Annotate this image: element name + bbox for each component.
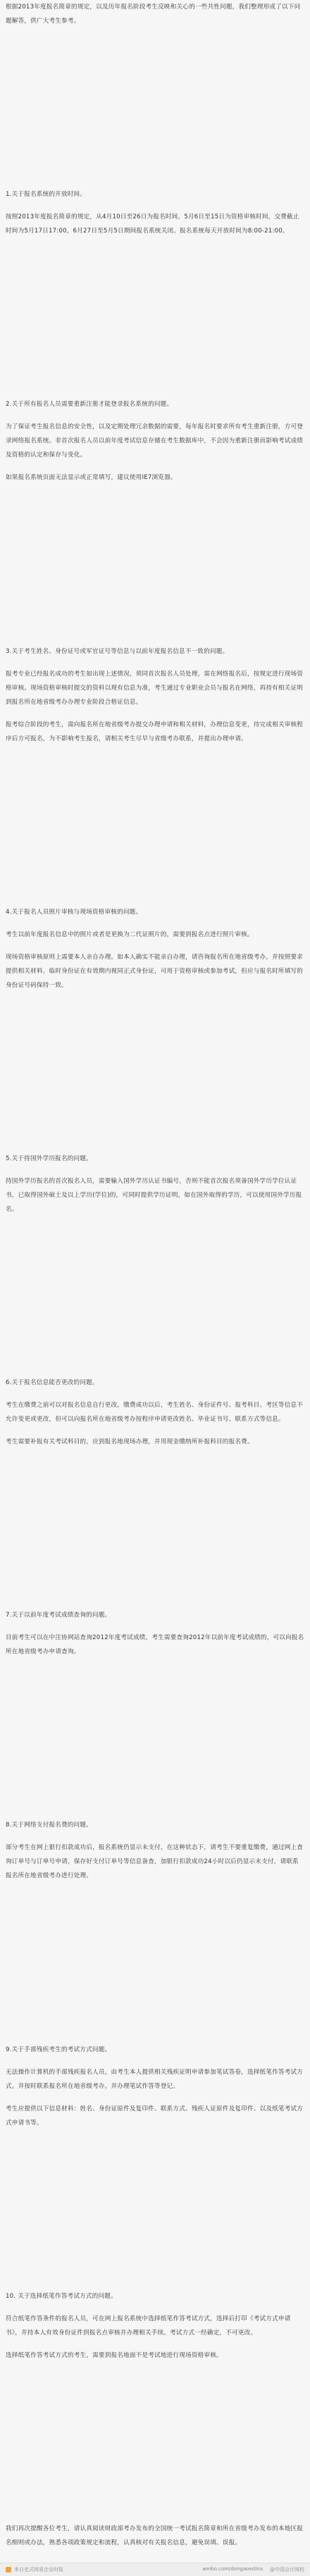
faq-question: 5.关于持国外学历报名的问题。 [6,1155,92,1162]
paragraph-gap [6,1622,304,1631]
faq-answer-paragraph: 无法操作计算机的手部残疾报名人员，由考生本人提供相关残疾证明申请参加笔试答卷，选择纸笔作答考试方式。并按时联系报名所在地省级考办，并办理笔试作答等登记。 [6,2068,304,2090]
faq-answer-paragraph: 考生应提供以下信息材料：姓名、身份证原件及复印件、联系方式、残疾人证原件及复印件、以及纸笔考试方式申请书等。 [6,2105,304,2127]
section-gap [6,746,304,905]
paragraph-gap [6,2093,304,2102]
faq-answer-paragraph: 报考专业已经报名成功的考生如出现上述情况，须同首次报名人员处理，需在网络报名后，按规定进行现场资格审核。现场资格审核时提交的资料以现有信息为准，考生通过专业职业会员与报名在网络，再持有相关证明到报名所在地省级考办办理专业阶段合格证信息。 [6,670,304,706]
faq-answer-paragraph: 为了保证考生报名信息的安全性，以及定期处理冗余数据的需要，每年报名时要求所有考生重新注册，方可登录网络报名系统。非首次报名人员以前年度考试信息存储在考生数据库中，不会因为重新注册而影响考试成绩及资格的认定和保存与变化。 [6,423,304,459]
footer-source [6,2566,63,2573]
faq-answer-paragraph: 选择纸笔作答考试方式的考生，需要到报名地面不是考试地进行现场资格审核。 [6,2351,223,2359]
faq-section [6,187,304,238]
faq-question: 6.关于报名信息能否更改的问题。 [6,1379,99,1387]
section-gap [6,1217,304,1376]
faq-answer-paragraph: 按照2013年度报名简章的规定，从4月10日至26日为报名时间，5月6日至15日为资格审核时间，交费截止时间为5月17日17:00，6月27日至5月5日期间报名系统关闭。报名系统每天开放时间为8:00-21:00。 [6,213,299,235]
footer-bar [0,2563,310,2576]
faq-section [6,2289,304,2363]
faq-section [6,1608,304,1659]
footer-author[interactable]: @中国会计网校 [270,2567,304,2572]
paragraph-gap [6,1832,304,1841]
faq-answer-paragraph: 我们再次提醒各位考生，请认真阅读财政部考办发布的全国统一考试报名简章和所在省级考办发布的本地区报名细则或办法，熟悉各项政策规定和流程，认真核对有关报名信息，避免误填、误报。 [6,2525,304,2546]
faq-answer-paragraph: 报考综合阶段的考生，需向报名所在地省级考办提交办理申请和相关材料，办理信息变更，待完成相关审核程序后方可报名，为不影响考生报名，请相关考生尽早与省级考办联系，并提出办理申请。 [6,721,304,742]
faq-answer-paragraph: 考生在缴费之前可以对报名信息自行更改，缴费成功以后，考生姓名、身份证件号、报考科目、考区等信息不允许变更或更改，但可以向报名所在地省级考办按程序申请更改姓名、毕业证书号、联系方式等信息。 [6,1402,304,1424]
faq-section [6,2043,304,2130]
paragraph-gap [6,709,304,718]
faq-answer-paragraph: 符合纸笔作答条件的报名人员，可在网上报名系统中选择纸笔作答考试方式，选择后打印《考试方式申请书》，并持本人有效身份证件到报名点审核并办理相关手续。考试方式一经确定，不可更改。 [6,2315,291,2337]
section-gap [6,2363,304,2522]
faq-section [6,905,304,993]
faq-question: 2.关于所有报名人员需要重新注册才能登录报名系统的问题。 [6,401,173,409]
faq-answer-paragraph: 如果报名系统页面无法显示或正常填写，建议使用IE7浏览器。 [6,474,177,482]
section-gap [6,28,304,187]
faq-question: 7.关于以前年度考试成绩查询的问题。 [6,1612,111,1619]
paragraph-gap [6,919,304,928]
paragraph-gap [6,1426,304,1435]
faq-question: 3.关于考生姓名、身份证号或军官证号等信息与以前年度报名信息不一致的问题。 [6,647,229,655]
section-gap [6,993,304,1152]
paragraph-gap [6,462,304,471]
faq-question: 8.关于网络支付报名费的问题。 [6,1822,92,1829]
faq-answer-paragraph: 考生需要补报有关考试科目的，应到报名地现场办理，并用现金缴纳所补报科目的报名费。 [6,1438,254,1446]
paragraph-gap [6,1390,304,1398]
section-gap [6,238,304,397]
faq-answer-paragraph: 现场资格审核原则上需要本人亲自办理。如本人确实不能亲自办理，请咨询报名所在地省级考办，并按照要求提供相关材料。临时身份证在有效期内视同正式身份证，可用于资格审核或参加考试，但应与报名时所填写的身份证号码保持一致。 [6,953,304,989]
faq-section [6,2522,304,2550]
paragraph-gap [6,2057,304,2065]
paragraph-gap [6,201,304,210]
footer-weibo-link[interactable]: weibo.com/dongaoedina [202,2566,263,2572]
faq-section [6,1376,304,1449]
article-body [6,0,304,2550]
faq-answer-paragraph: 部分考生在网上银行扣款成功后，报名系统仍显示未支付，在这种状态下，请考生不要重复缴费，通过网上查询订单号与订单号申请，保存好支付订单号等信息备查，加银行扣款成功24小时以后仍显示未支付，请联系报名所在地省级考办进行处理。 [6,1844,304,1880]
faq-answer-paragraph: 考生以前年度报名信息中的照片或者是更换为二代证照片的，需要到报名点进行照片审核。 [6,931,254,938]
footer-source-label: 来自史式网易企业时报 [14,2567,63,2572]
section-gap [6,485,304,644]
section-gap [6,1883,304,2042]
faq-section [6,1152,304,1217]
footer-links [202,2566,304,2573]
faq-section [6,397,304,485]
faq-question: 10. 关于选择纸笔作答考试方式的问题。 [6,2292,117,2300]
faq-question: 9.关于手部残疾考生的考试方式问题。 [6,2046,111,2053]
section-gap [6,1449,304,1608]
faq-answer-paragraph: 目前考生可以在中注协网站查询2012年度考试成绩，考生需要查询2012年以前年度考试成绩的，可以向报名所在地省级考办申请查询。 [6,1634,304,1656]
faq-question: 1.关于报名系统的开放时间。 [6,191,87,199]
section-gap [6,1659,304,1818]
paragraph-gap [6,2340,304,2348]
weibo-icon [6,2567,11,2572]
faq-section [6,1818,304,1883]
faq-question: 4.关于报名人员照片审核与现场资格审核的问题。 [6,908,142,916]
faq-section [6,645,304,746]
paragraph-gap [6,659,304,667]
paragraph-gap [6,942,304,950]
section-gap [6,2130,304,2289]
faq-answer-paragraph: 持国外学历报名的首次报名人员，需要输入国外学历认证书编号，否则不能首次报名须备国外学历学位认证书，已取得国外硕士及以上学历(学位)的，可同时提供学历证明，如在国外取得的学历，可以使用国外学历报名。 [6,1177,302,1213]
intro-paragraph: 根据2013年度报名简章的规定，以及历年报名阶段考生反映和关心的一些共性问题，我们整理形成了以下问题解答，供广大考生参考。 [6,4,301,25]
paragraph-gap [6,2303,304,2312]
paragraph-gap [6,411,304,420]
paragraph-gap [6,1166,304,1174]
